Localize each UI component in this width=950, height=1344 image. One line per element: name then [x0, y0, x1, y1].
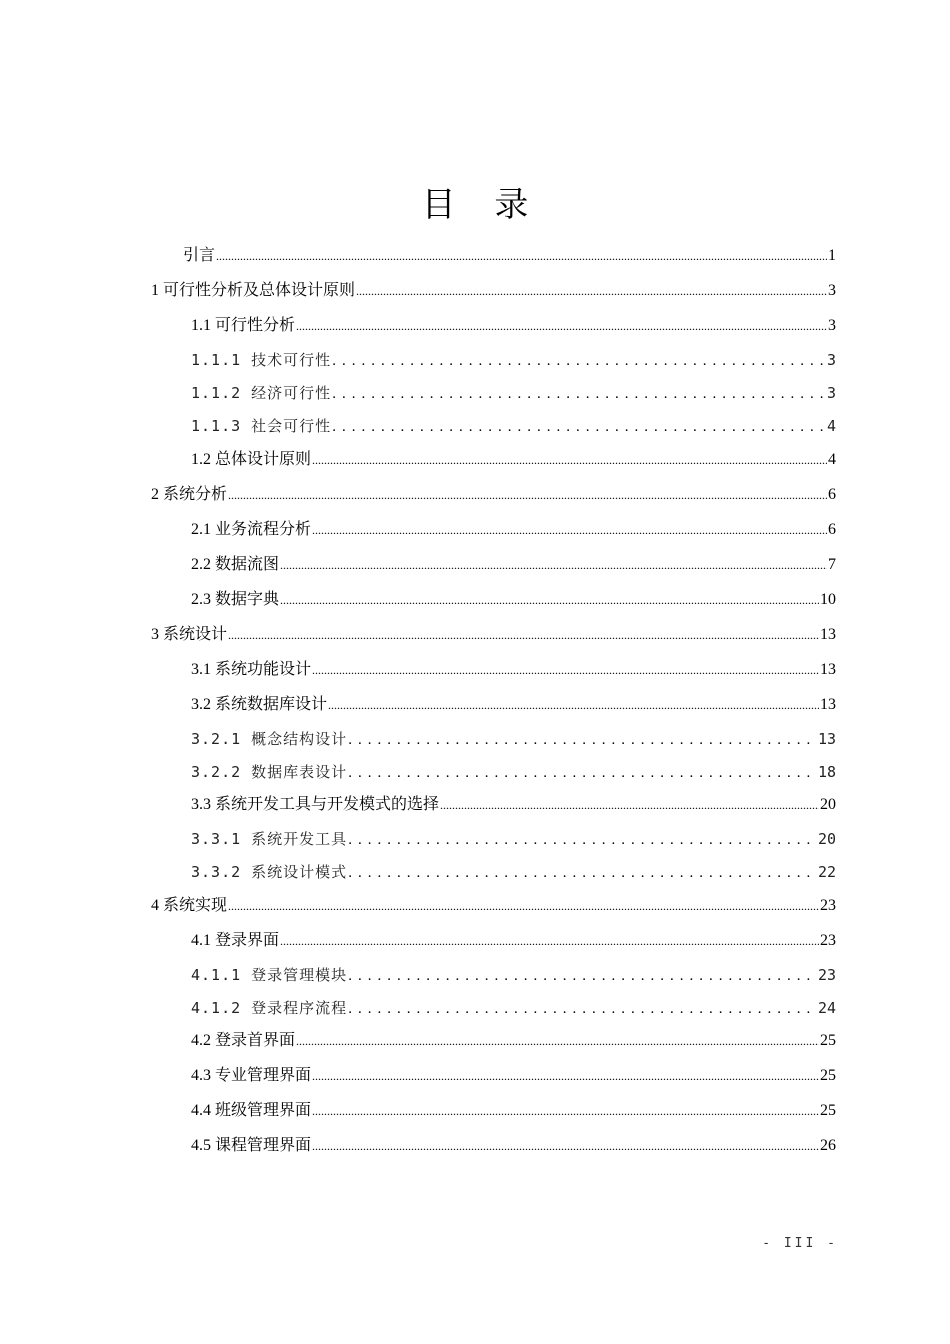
page-title: 目 录 [421, 185, 543, 225]
toc-entry[interactable] [191, 347, 836, 373]
toc-entry-label: 3 系统设计 [151, 626, 228, 643]
toc-entry-page: 10 [820, 591, 836, 608]
leader-dots [296, 313, 827, 339]
toc-entry[interactable] [191, 792, 836, 818]
toc-entry-page: 3 [828, 317, 836, 334]
toc-entry-page: 6 [828, 521, 836, 538]
toc-entry-page: 3 [826, 351, 836, 369]
toc-entry-page: 22 [817, 863, 836, 881]
toc-entry[interactable] [191, 380, 836, 406]
toc-entry-page: 26 [820, 1137, 836, 1154]
toc-entry-page: 6 [828, 486, 836, 503]
toc-entry-label: 1 可行性分析及总体设计原则 [151, 282, 356, 299]
leader-dots [348, 727, 817, 753]
toc-entry-page: 13 [820, 696, 836, 713]
leader-dots [332, 414, 826, 440]
toc-entry[interactable] [191, 517, 836, 543]
toc-entry[interactable] [191, 859, 836, 885]
toc-entry-label: 1.2 总体设计原则 [191, 451, 312, 468]
leader-dots [312, 657, 819, 683]
leader-dots [348, 760, 817, 786]
toc-entry-label: 引言 [183, 247, 216, 264]
toc-entry[interactable] [191, 1028, 836, 1054]
leader-dots [348, 860, 817, 886]
toc-entry[interactable] [151, 278, 836, 304]
toc-entry[interactable] [191, 447, 836, 473]
toc-entry[interactable] [191, 1098, 836, 1124]
toc-entry[interactable] [191, 759, 836, 785]
toc-entry-label: 3.3 系统开发工具与开发模式的选择 [191, 796, 440, 813]
toc-entry-page: 13 [820, 626, 836, 643]
toc-entry-page: 18 [817, 763, 836, 781]
toc-entry[interactable] [191, 413, 836, 439]
toc-entry-page: 4 [828, 451, 836, 468]
toc-entry[interactable] [191, 552, 836, 578]
toc-entry[interactable] [191, 995, 836, 1021]
leader-dots [312, 1063, 819, 1089]
toc-entry-label: 2.3 数据字典 [191, 591, 280, 608]
leader-dots [280, 552, 827, 578]
toc-entry-label: 1.1.1 技术可行性 [191, 351, 332, 369]
toc-entry-page: 13 [820, 661, 836, 678]
toc-entry-label: 4.3 专业管理界面 [191, 1067, 312, 1084]
toc-entry-label: 1.1.2 经济可行性 [191, 384, 332, 402]
toc-entry-page: 23 [820, 897, 836, 914]
leader-dots [228, 893, 819, 919]
toc-entry-label: 3.2.2 数据库表设计 [191, 763, 348, 781]
page-number-footer: - III - [762, 1236, 838, 1251]
toc-entry-page: 7 [828, 556, 836, 573]
toc-entry[interactable] [151, 622, 836, 648]
toc-entry[interactable] [191, 826, 836, 852]
toc-entry-label: 2 系统分析 [151, 486, 228, 503]
toc-entry[interactable] [191, 1133, 836, 1159]
leader-dots [312, 1133, 819, 1159]
toc-entry-label: 4.5 课程管理界面 [191, 1137, 312, 1154]
toc-entry-label: 1.1 可行性分析 [191, 317, 296, 334]
toc-entry-page: 20 [817, 830, 836, 848]
toc-entry[interactable] [191, 692, 836, 718]
toc-entry-label: 4.1.1 登录管理模块 [191, 966, 348, 984]
toc-entry-label: 4.1 登录界面 [191, 932, 280, 949]
leader-dots [440, 792, 819, 818]
toc-entry-page: 24 [817, 999, 836, 1017]
leader-dots [216, 243, 827, 269]
toc-entry-label: 4 系统实现 [151, 897, 228, 914]
toc-entry[interactable] [191, 587, 836, 613]
leader-dots [228, 482, 827, 508]
leader-dots [348, 996, 817, 1022]
leader-dots [312, 447, 827, 473]
toc-entry[interactable] [191, 1063, 836, 1089]
toc-entry-page: 4 [826, 417, 836, 435]
toc-entry[interactable] [191, 962, 836, 988]
leader-dots [356, 278, 827, 304]
toc-entry-label: 2.1 业务流程分析 [191, 521, 312, 538]
toc-entry-page: 25 [820, 1032, 836, 1049]
leader-dots [328, 692, 819, 718]
leader-dots [332, 348, 826, 374]
toc-entry-page: 13 [817, 730, 836, 748]
toc-entry-label: 4.2 登录首界面 [191, 1032, 296, 1049]
leader-dots [280, 587, 819, 613]
toc-entry-page: 25 [820, 1102, 836, 1119]
toc-entry-page: 25 [820, 1067, 836, 1084]
toc-entry-page: 1 [828, 247, 836, 264]
toc-entry-label: 3.2.1 概念结构设计 [191, 730, 348, 748]
leader-dots [332, 381, 826, 407]
toc-entry-label: 4.4 班级管理界面 [191, 1102, 312, 1119]
toc-entry-label: 1.1.3 社会可行性 [191, 417, 332, 435]
toc-entry-label: 4.1.2 登录程序流程 [191, 999, 348, 1017]
toc-entry[interactable] [151, 482, 836, 508]
leader-dots [312, 517, 827, 543]
leader-dots [348, 963, 817, 989]
toc-entry-label: 3.3.1 系统开发工具 [191, 830, 348, 848]
toc-entry-page: 23 [817, 966, 836, 984]
toc-entry[interactable] [191, 928, 836, 954]
toc-entry-label: 3.2 系统数据库设计 [191, 696, 328, 713]
toc-entry[interactable] [191, 657, 836, 683]
leader-dots [312, 1098, 819, 1124]
toc-entry[interactable] [151, 893, 836, 919]
toc-entry-page: 3 [826, 384, 836, 402]
leader-dots [280, 928, 819, 954]
leader-dots [296, 1028, 819, 1054]
toc-entry-label: 3.3.2 系统设计模式 [191, 863, 348, 881]
toc-entry-page: 3 [828, 282, 836, 299]
leader-dots [228, 622, 819, 648]
toc-entry-page: 20 [820, 796, 836, 813]
toc-entry[interactable] [191, 313, 836, 339]
toc-entry[interactable] [191, 726, 836, 752]
toc-entry-label: 3.1 系统功能设计 [191, 661, 312, 678]
toc-entry-page: 23 [820, 932, 836, 949]
toc-entry[interactable] [183, 243, 836, 269]
leader-dots [348, 827, 817, 853]
toc-entry-label: 2.2 数据流图 [191, 556, 280, 573]
